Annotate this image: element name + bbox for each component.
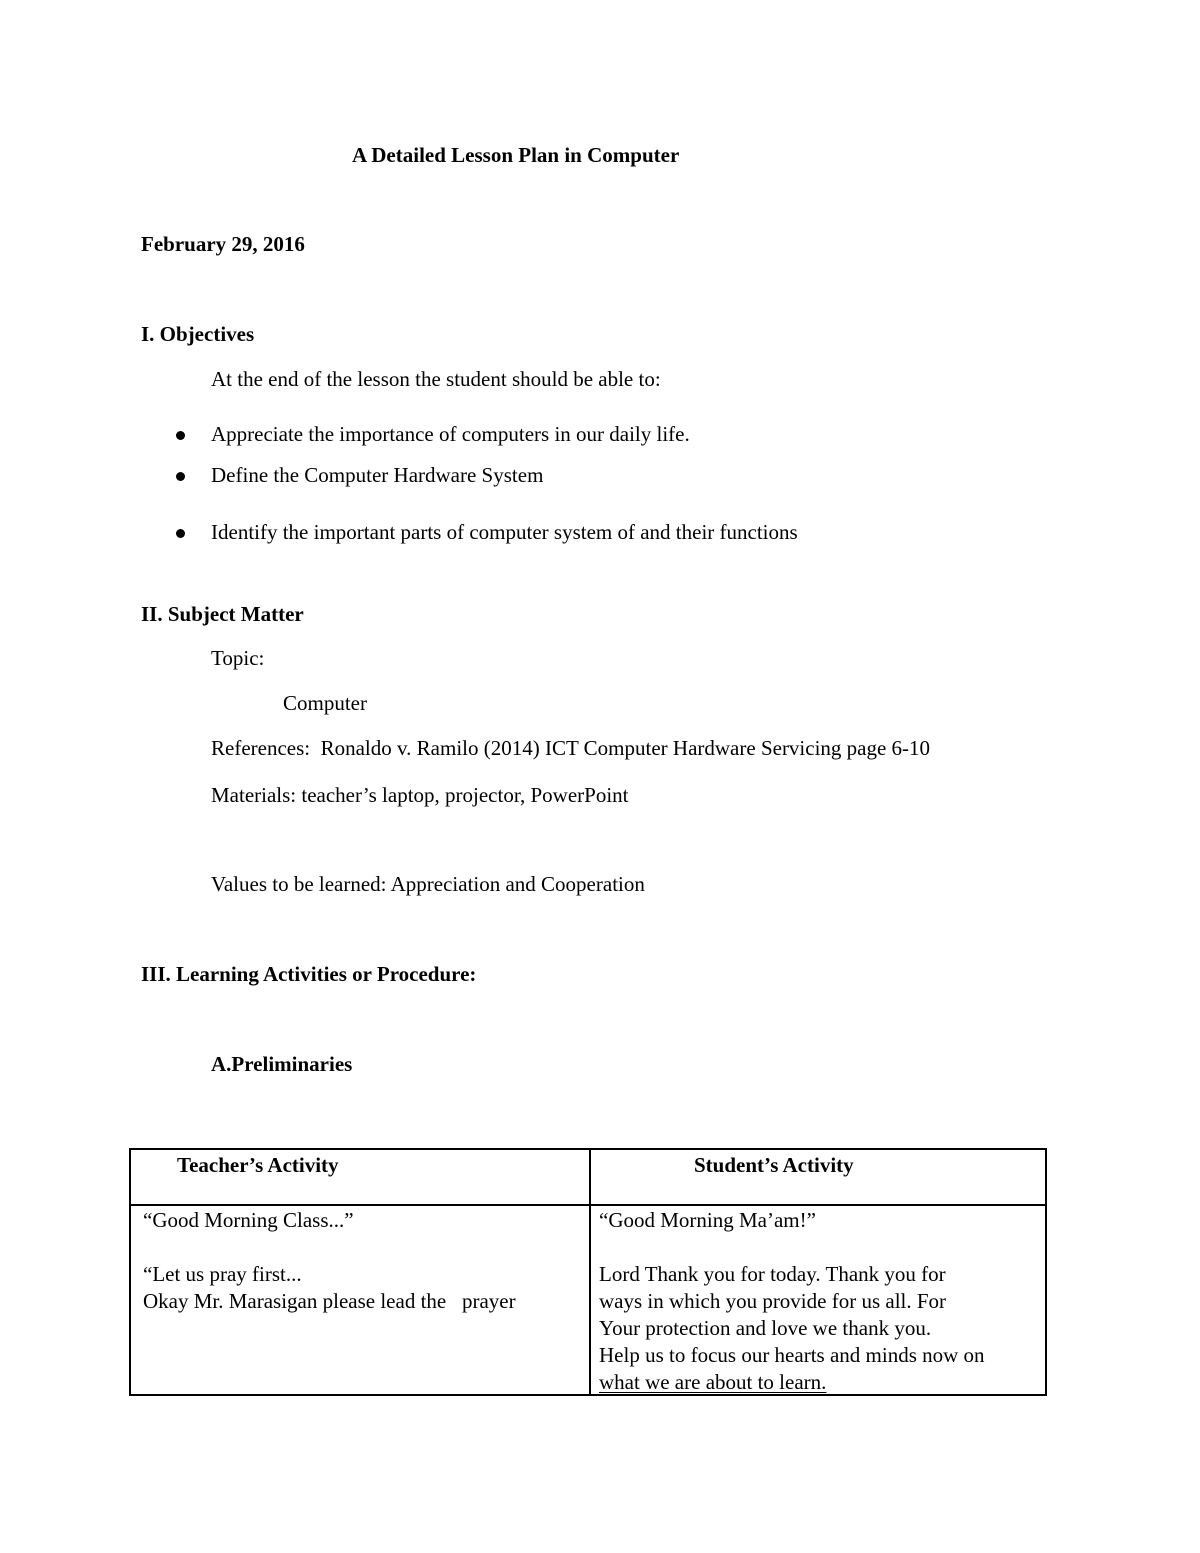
references-line: References: Ronaldo v. Ramilo (2014) ICT Computer Hardware Servicing page 6-10 (211, 736, 931, 760)
prayer-line: what we are about to learn. (599, 1370, 827, 1394)
prayer-line: Help us to focus our hearts and minds now on (599, 1343, 985, 1367)
bullet-icon (176, 472, 185, 481)
objective-item: Identify the important parts of computer system of and their functions (211, 520, 798, 544)
subject-matter-heading: II. Subject Matter (141, 602, 304, 626)
topic-label: Topic: (211, 646, 265, 670)
preliminaries-heading: A.Preliminaries (211, 1052, 353, 1076)
student-greeting: “Good Morning Ma’am!” (599, 1208, 816, 1232)
prayer-line: ways in which you provide for us all. For (599, 1289, 947, 1313)
procedure-heading: III. Learning Activities or Procedure: (141, 962, 477, 986)
table-column-divider (589, 1150, 591, 1394)
objective-item: Appreciate the importance of computers in our daily life. (211, 422, 690, 446)
topic-value: Computer (283, 691, 367, 715)
teacher-greeting: “Good Morning Class...” (143, 1208, 354, 1232)
activity-table (129, 1148, 1047, 1396)
objectives-intro: At the end of the lesson the student should be able to: (211, 367, 661, 391)
document-title: A Detailed Lesson Plan in Computer (352, 143, 680, 167)
values-line: Values to be learned: Appreciation and Cooperation (211, 872, 645, 896)
table-row-divider (131, 1204, 1045, 1206)
materials-line: Materials: teacher’s laptop, projector, PowerPoint (211, 783, 629, 807)
bullet-icon (176, 529, 185, 538)
teacher-pray-line: “Let us pray first... (143, 1262, 302, 1286)
teacher-activity-header: Teacher’s Activity (177, 1153, 339, 1177)
bullet-icon (176, 431, 185, 440)
student-prayer (599, 1261, 985, 1396)
lesson-date: February 29, 2016 (141, 232, 305, 256)
teacher-pray-line: Okay Mr. Marasigan please lead the prayer (143, 1289, 516, 1313)
student-activity-header: Student’s Activity (694, 1153, 854, 1177)
prayer-line: Your protection and love we thank you. (599, 1316, 932, 1340)
prayer-line: Lord Thank you for today. Thank you for (599, 1262, 946, 1286)
objectives-heading: I. Objectives (141, 322, 255, 346)
objective-item: Define the Computer Hardware System (211, 463, 544, 487)
